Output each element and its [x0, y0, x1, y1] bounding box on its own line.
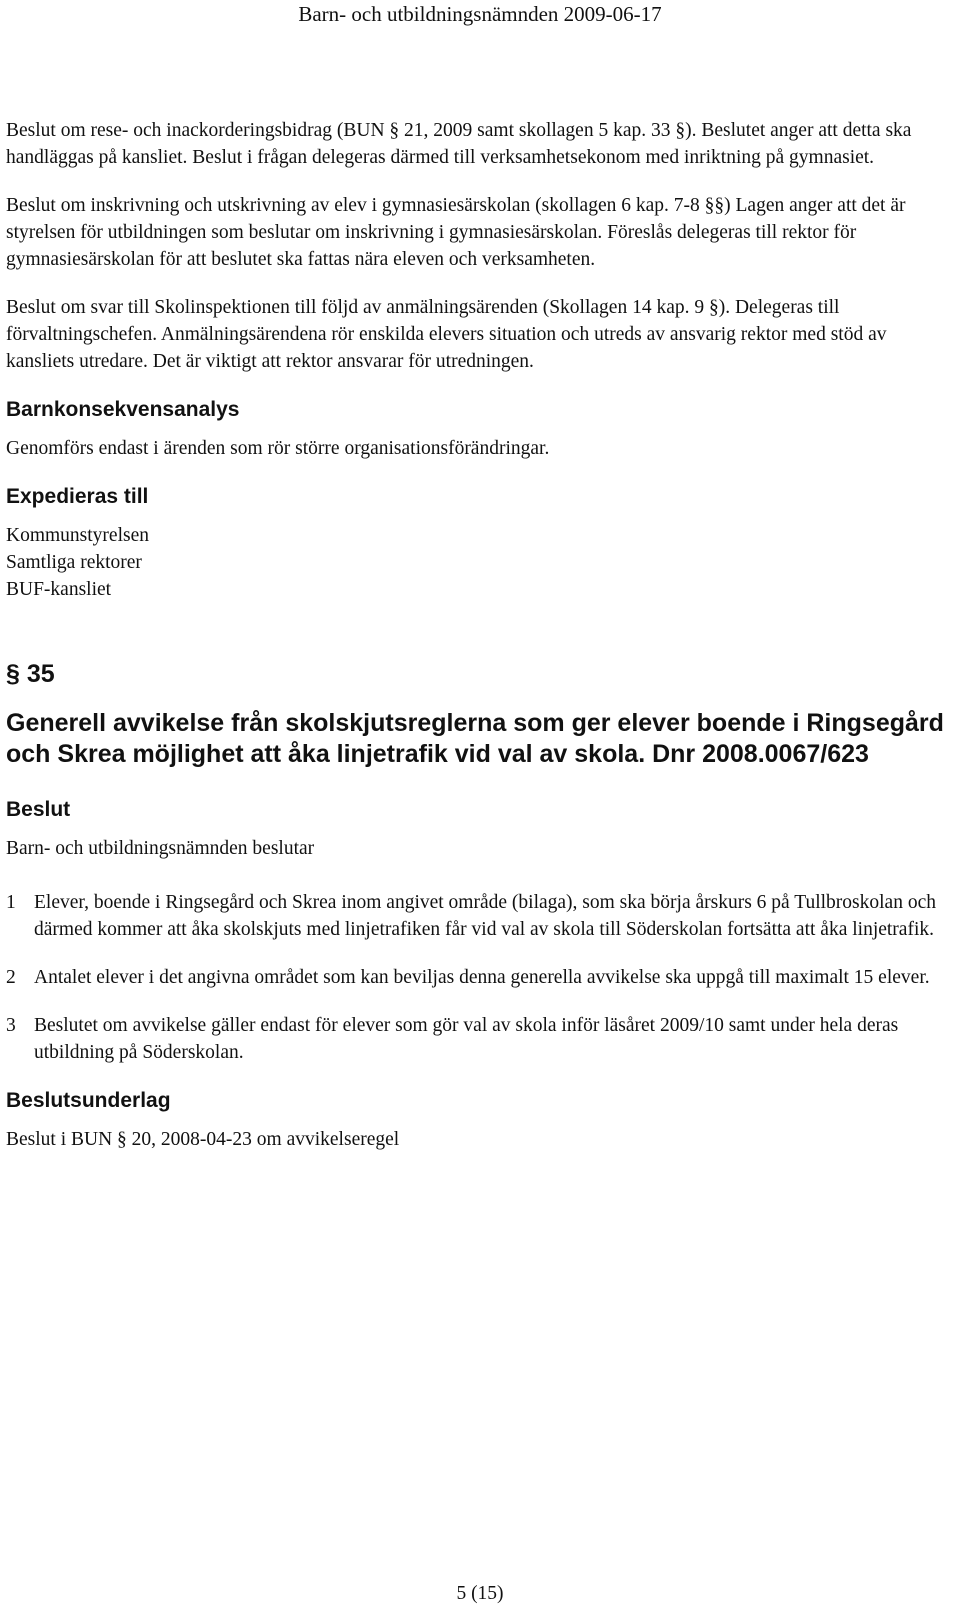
decision-number: 2 — [6, 967, 16, 988]
recipient-list — [6, 522, 946, 603]
page-header: Barn- och utbildningsnämnden 2009-06-17 — [298, 2, 662, 26]
recipient-item: Samtliga rektorer — [6, 552, 142, 573]
decision-item — [6, 964, 946, 991]
section-number: § 35 — [6, 660, 55, 688]
paragraph-skolinspektionen: Beslut om svar till Skolinspektionen till följd av anmälningsärenden (Skollagen 14 kap. 9 §). Delegeras till förvaltningschefen. Anmälningsärendena rör enskilda elevers situation och utreds av ansvarig rektor med stöd av kansliets utredare. Det är viktigt att rektor ansvarar för utredningen. — [6, 297, 887, 372]
decision-number: 1 — [6, 892, 16, 913]
paragraph-barnkonsekvensanalys: Genomförs endast i ärenden som rör större organisationsförändringar. — [6, 438, 550, 459]
decision-number: 3 — [6, 1015, 16, 1036]
paragraph-beslutsunderlag: Beslut i BUN § 20, 2008-04-23 om avvikelseregel — [6, 1129, 400, 1150]
page-number: 5 (15) — [456, 1583, 504, 1604]
decision-item — [6, 889, 946, 943]
decision-text: Elever, boende i Ringsegård och Skrea inom angivet område (bilaga), som ska börja årskurs 6 på Tullbroskolan och därmed kommer att åka skolskjuts med linjetrafiken får vid val av skola till Söderskolan fortsätta att åka linjetrafik. — [34, 892, 936, 940]
decision-text: Beslutet om avvikelse gäller endast för elever som gör val av skola inför läsåret 2009/10 samt under hela deras utbildning på Söderskolan. — [34, 1015, 899, 1063]
heading-beslutsunderlag: Beslutsunderlag — [6, 1089, 171, 1112]
decision-item — [6, 1012, 946, 1066]
recipient-item: BUF-kansliet — [6, 579, 112, 600]
recipient-item: Kommunstyrelsen — [6, 525, 149, 546]
document-body — [6, 117, 946, 1174]
decision-text: Antalet elever i det angivna området som kan beviljas denna generella avvikelse ska uppgå till maximalt 15 elever. — [34, 967, 930, 988]
paragraph-rese-bidrag: Beslut om rese- och inackorderingsbidrag (BUN § 21, 2009 samt skollagen 5 kap. 33 §). Beslutet anger att detta ska handläggas på kansliet. Beslut i frågan delegeras därmed till verksamhetsekonom med inriktning på gymnasiet. — [6, 120, 912, 168]
paragraph-gymnasiesarskolan: Beslut om inskrivning och utskrivning av elev i gymnasiesärskolan (skollagen 6 kap. 7-8 §§) Lagen anger att det är styrelsen för utbildningen som beslutar om inskrivning i gymnasiesärskolan. Föreslås delegeras till rektor för gymnasiesärskolan för att beslutet ska fattas nära eleven och verksamheten. — [6, 195, 906, 270]
heading-expedieras-till: Expedieras till — [6, 485, 149, 508]
paragraph-beslut-intro: Barn- och utbildningsnämnden beslutar — [6, 838, 315, 859]
heading-barnkonsekvensanalys: Barnkonsekvensanalys — [6, 398, 240, 421]
heading-beslut: Beslut — [6, 798, 71, 821]
section-title: Generell avvikelse från skolskjutsreglerna som ger elever boende i Ringsegård och Skrea möjlighet att åka linjetrafik vid val av skola. Dnr 2008.0067/623 — [6, 709, 944, 768]
